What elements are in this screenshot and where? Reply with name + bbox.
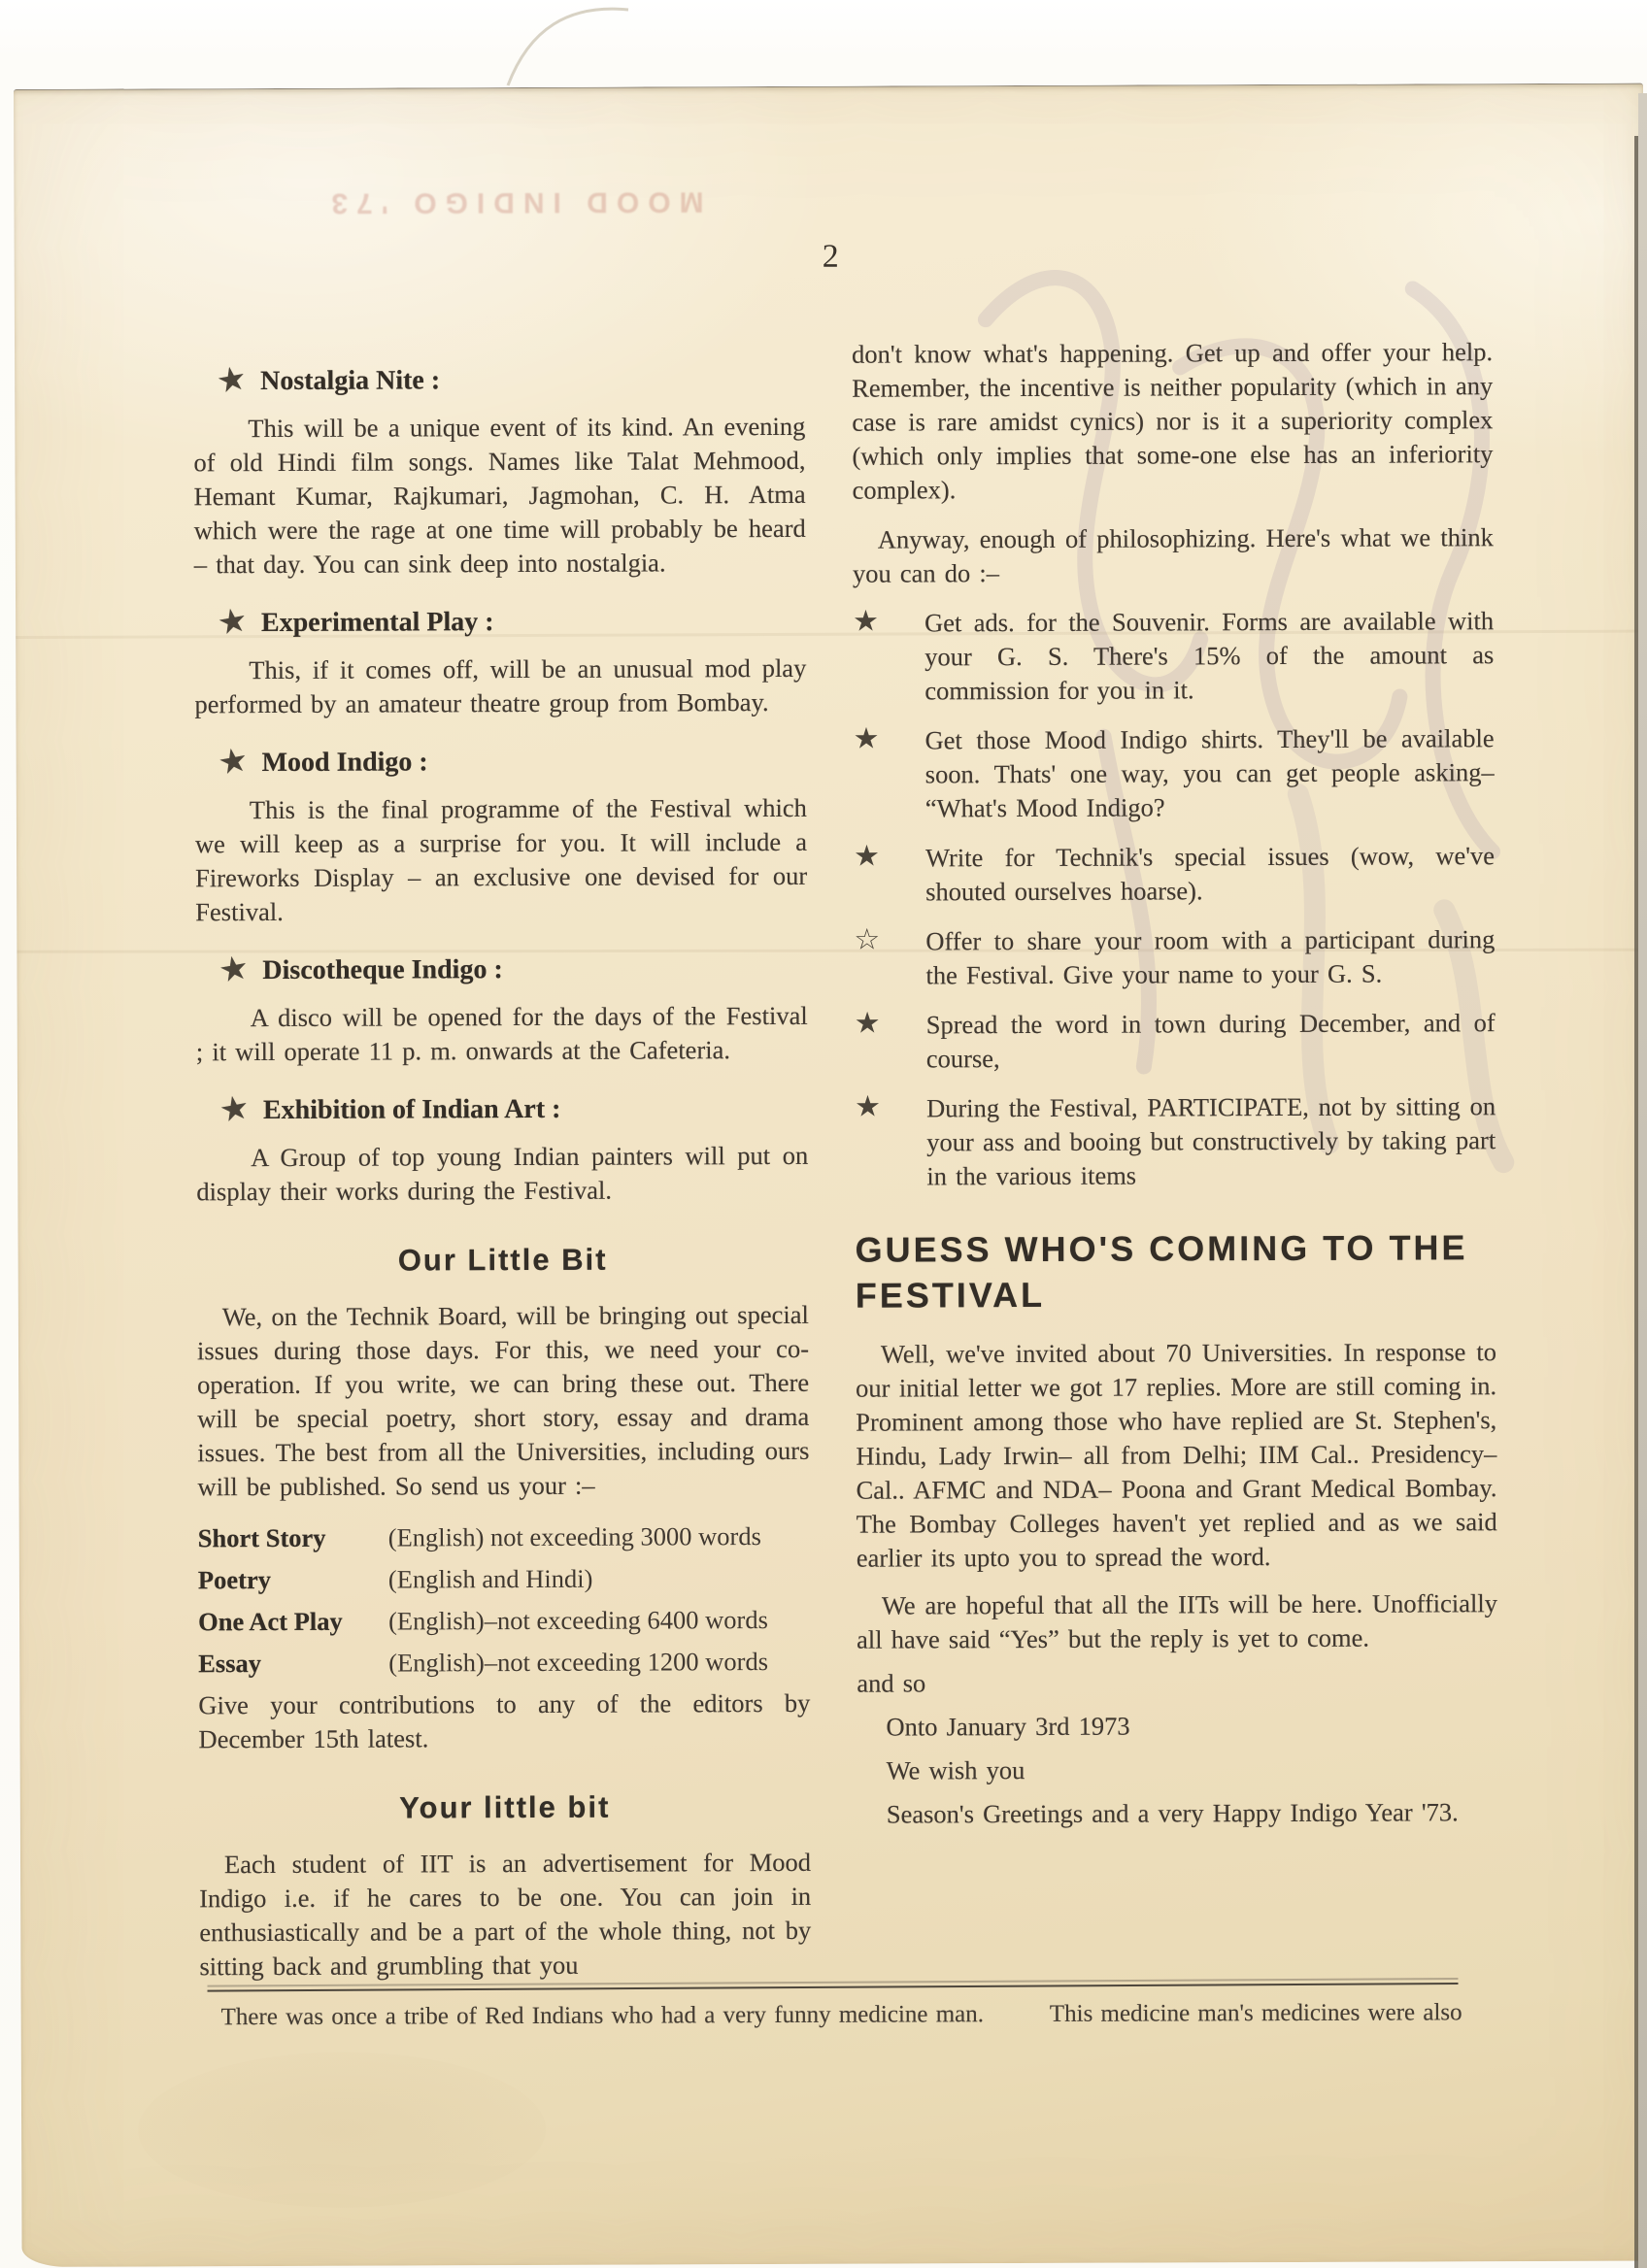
closing-line: and so: [857, 1668, 926, 1698]
section-body: A Group of top young Indian painters will put on display their works during the Festival.: [196, 1140, 809, 1207]
section-body: This is the final programme of the Festival which we will keep as a surprise for you. It will include a Fireworks Display – an exclusive one devised for our Festival.: [194, 792, 808, 927]
list-item-detail: (English and Hindi): [387, 1563, 593, 1594]
star-icon: ★: [218, 1091, 251, 1128]
section-mood-indigo: [195, 743, 808, 929]
star-icon: ★: [218, 951, 251, 988]
closing-line: Season's Greetings and a very Happy Indigo Year '73.: [886, 1797, 1459, 1829]
page-number: 2: [822, 238, 839, 275]
star-icon: ★: [853, 840, 881, 873]
section-your-little-bit: [199, 1789, 812, 1984]
footer-note-right: This medicine man's medicines were also: [1049, 1999, 1462, 2027]
bleed-through-title: MOOD INDIGO '73: [322, 185, 704, 219]
scanner-edge-strip: [1638, 93, 1647, 2268]
closing-lines: [857, 1664, 1498, 1832]
footer-note-left: There was once a tribe of Red Indians who had a very funny medicine man.: [220, 2001, 985, 2031]
section-body: This, if it comes off, will be an unusual mod play performed by an amateur theatre group from Bombay.: [194, 652, 807, 719]
section-experimental-play: [194, 603, 806, 721]
todo-item-text: During the Festival, PARTICIPATE, not by sitting on your ass and booing but constructively by taking part in the various items: [925, 1091, 1496, 1191]
star-icon: ★: [854, 1090, 882, 1123]
star-icon: ★: [217, 604, 249, 641]
our-little-bit-body: We, on the Technik Board, will be bringing out special issues during those days. For this, we need your co-operation. If you write, we can bring these out. There will be special poetry, short story, essay and drama issues. The best from all the Universities, including ours will be published. So send us your :–: [196, 1299, 810, 1502]
list-item-detail: (English)–not exceeding 1200 words: [388, 1647, 769, 1678]
star-icon: ★: [217, 744, 250, 781]
todo-item: [854, 922, 1495, 993]
paper-smudge: [138, 2051, 547, 2209]
star-icon: ★: [854, 1007, 881, 1040]
paper-sheet: [14, 83, 1647, 2267]
footer-note: [221, 1999, 1462, 2031]
todo-item: [853, 604, 1494, 709]
section-discotheque-indigo: [195, 951, 807, 1069]
footer-rule: [208, 1983, 1459, 1992]
section-heading-label: Discotheque Indigo :: [262, 954, 503, 986]
todo-item-text: Spread the word in town during December, and of course,: [925, 1008, 1496, 1074]
section-heading-label: Mood Indigo :: [261, 747, 428, 779]
list-item-label: One Act Play: [198, 1606, 343, 1637]
section-nostalgia-nite: [193, 361, 806, 582]
todo-item: [854, 839, 1495, 910]
contribution-list: [198, 1519, 811, 1681]
your-little-bit-heading: Your little bit: [399, 1789, 611, 1825]
guess-paragraph-1: Well, we've invited about 70 Universities. In response to our initial letter we got 17 replies. More are still coming in. Prominent among those who have replied are St. Stephen's, Hindu, Lady Irwin– all from Delhi; IIM Cal.. Presidency–Cal.. AFMC and NDA– Poona and Grant Medical Bombay. The Bombay Colleges haven't yet replied and as we said earlier its upto you to spread the word.: [856, 1337, 1497, 1573]
section-heading: [196, 1090, 808, 1129]
your-little-bit-body: Each student of IIT is an advertisement for Mood Indigo i.e. if he cares to be one. You can join in enthusiastically and be a part of the whole thing, not by sitting back and grumbling that you: [199, 1847, 812, 1982]
todo-item: [854, 721, 1495, 826]
star-icon: ☆: [854, 923, 881, 956]
todo-item: [855, 1089, 1496, 1194]
star-icon: ★: [853, 605, 880, 638]
section-heading: [195, 743, 807, 782]
todo-item-text: Offer to share your room with a participant during the Festival. Give your name to your G. S.: [925, 924, 1496, 990]
section-heading: [194, 603, 806, 642]
section-heading-label: Exhibition of Indian Art :: [262, 1093, 561, 1126]
contribution-note: Give your contributions to any of the editors by December 15th latest.: [198, 1687, 811, 1754]
section-heading: [193, 361, 805, 400]
section-heading-label: Experimental Play :: [260, 607, 494, 639]
left-column: [193, 330, 812, 1984]
todo-item-text: Get those Mood Indigo shirts. They'll be available soon. Thats' one way, you can get people asking– “What's Mood Indigo?: [924, 723, 1495, 823]
guess-whos-coming-heading: GUESS WHO'S COMING TO THE FESTIVAL: [855, 1227, 1468, 1316]
list-item: [198, 1561, 810, 1597]
section-body: This will be a unique event of its kind. An evening of old Hindi film songs. Names like Talat Mehmood, Hemant Kumar, Rajkumari, Jagmohan, C. H. Atma which were the rage at one time will probably be heard – that day. You can sink deep into nostalgia.: [193, 411, 806, 580]
closing-line: We wish you: [886, 1755, 1025, 1785]
list-item-detail: (English) not exceeding 3000 words: [387, 1521, 761, 1552]
todo-item-text: Write for Technik's special issues (wow, we've shouted ourselves hoarse).: [924, 841, 1496, 907]
fold-notch-mark: [500, 0, 636, 87]
star-icon: ★: [216, 362, 248, 399]
list-item-label: Short Story: [197, 1522, 326, 1553]
list-item: [198, 1519, 810, 1555]
star-icon: ★: [853, 722, 880, 755]
closing-line: Onto January 3rd 1973: [886, 1711, 1130, 1742]
continuation-paragraph: don't know what's happening. Get up and offer your help. Remember, the incentive is neither popularity (which in any case is rare amidst cynics) nor is it a superiority complex (which only implies that some-one else has an inferiority complex).: [851, 337, 1494, 505]
section-heading: [195, 951, 807, 989]
list-item: [198, 1645, 810, 1681]
our-little-bit-heading: Our Little Bit: [397, 1242, 608, 1278]
section-exhibition-indian-art: [196, 1090, 808, 1209]
section-heading-label: Nostalgia Nite :: [260, 365, 441, 397]
page-body: [193, 327, 1499, 1984]
list-item-label: Essay: [198, 1649, 262, 1679]
todo-item: [855, 1006, 1496, 1077]
section-body: A disco will be opened for the days of the Festival ; it will operate 11 p. m. onwards at the Cafeteria.: [195, 1000, 808, 1067]
right-column: [852, 327, 1499, 1982]
todo-item-text: Get ads. for the Souvenir. Forms are available with your G. S. There's 15% of the amount as commission for you in it.: [924, 606, 1495, 706]
guess-paragraph-2: We are hopeful that all the IITs will be here. Unofficially all have said “Yes” but the reply is yet to come.: [857, 1588, 1498, 1654]
list-item-detail: (English)–not exceeding 6400 words: [388, 1605, 768, 1636]
list-item-label: Poetry: [197, 1564, 272, 1595]
intro-paragraph: Anyway, enough of philosophizing. Here's what we think you can do :–: [852, 522, 1494, 588]
section-our-little-bit: [197, 1242, 811, 1756]
list-item: [198, 1603, 810, 1639]
